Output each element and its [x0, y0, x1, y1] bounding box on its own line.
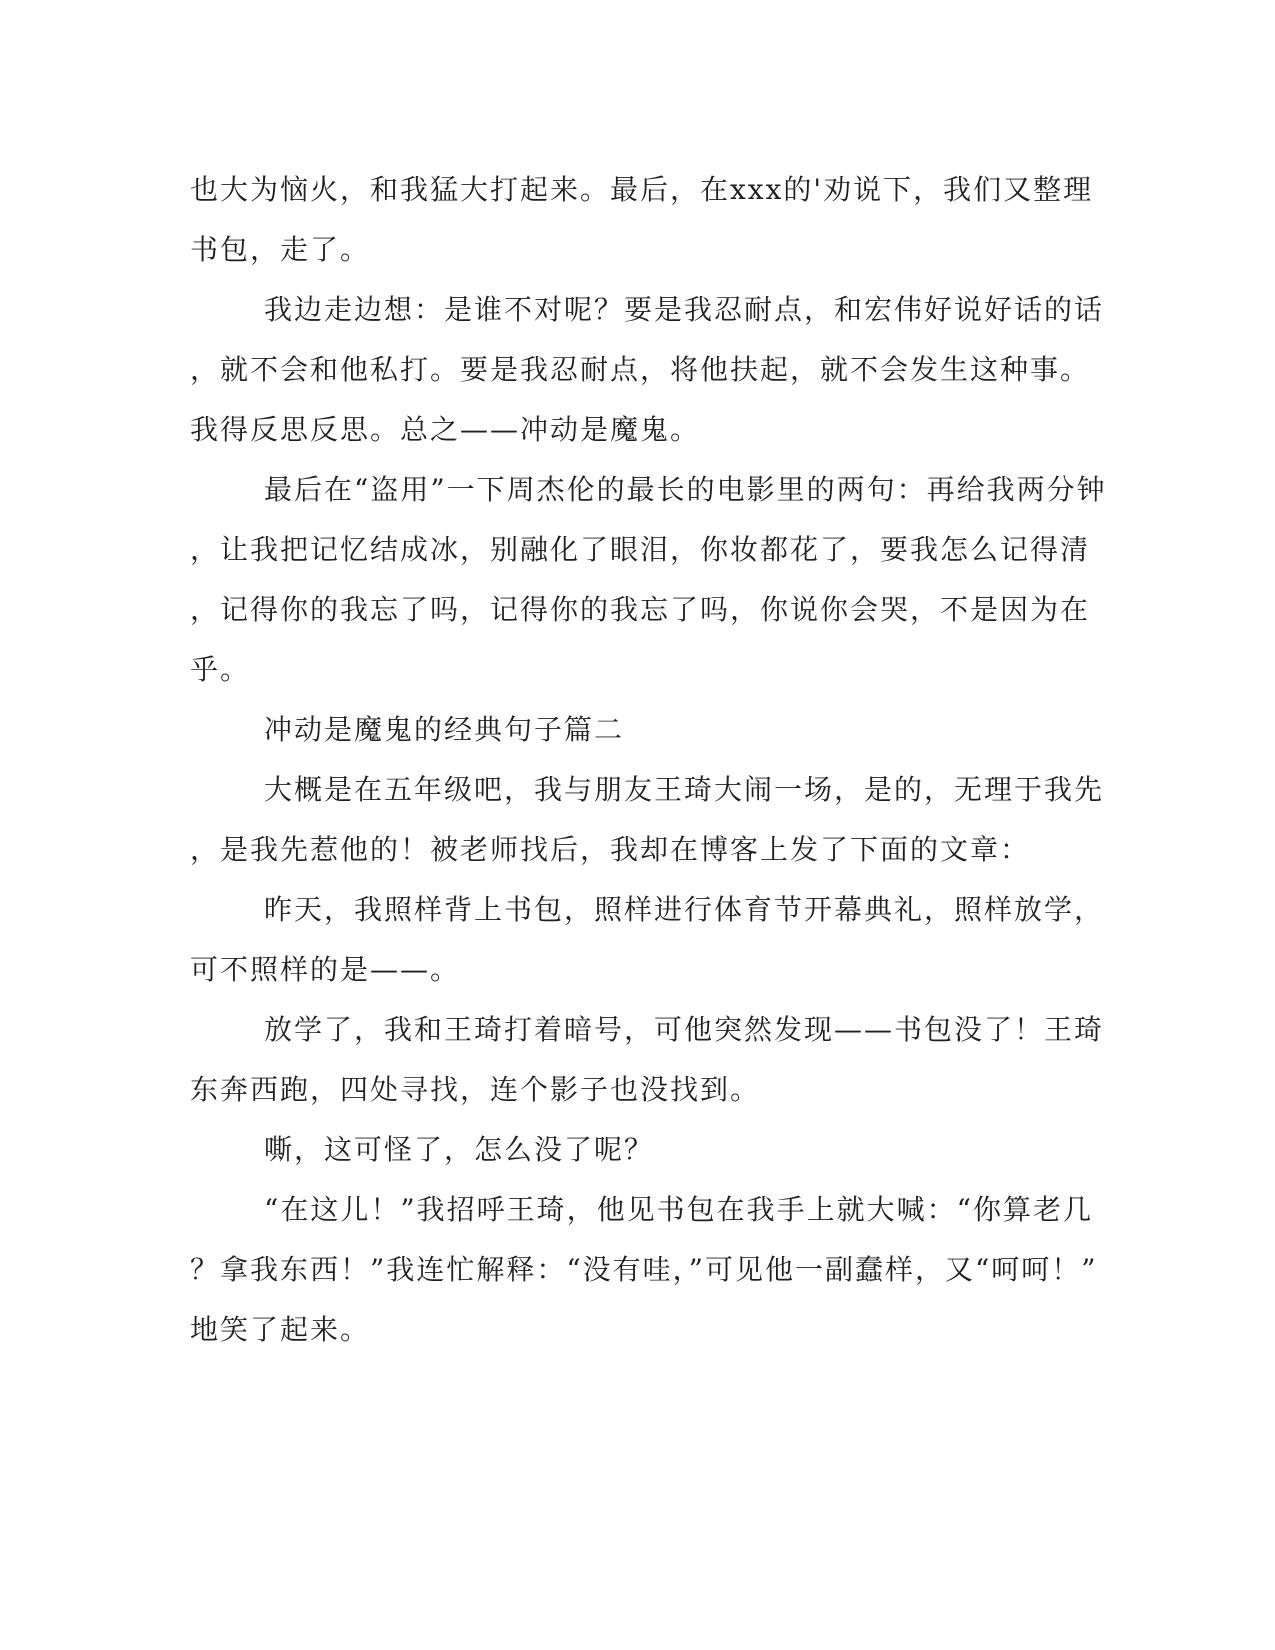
- paragraph-line: ？拿我东西！”我连忙解释：“没有哇，”可见他一副蠢样，又“呵呵！”: [190, 1253, 1098, 1286]
- paragraph-line: 我边走边想：是谁不对呢？要是我忍耐点，和宏伟好说好话的话: [264, 293, 1105, 326]
- paragraph-line: 我得反思反思。总之——冲动是魔鬼。: [190, 413, 701, 446]
- paragraph-line: 昨天，我照样背上书包，照样进行体育节开幕典礼，照样放学，: [264, 893, 1105, 926]
- paragraph-line: 最后在“盗用”一下周杰伦的最长的电影里的两句：再给我两分钟: [264, 473, 1107, 506]
- document-body: [190, 160, 1107, 1360]
- paragraph-line: 放学了，我和王琦打着暗号，可他突然发现——书包没了！王琦: [264, 1013, 1105, 1046]
- paragraph-line: ，就不会和他私打。要是我忍耐点，将他扶起，就不会发生这种事。: [190, 353, 1091, 386]
- paragraph-line: 书包，走了。: [190, 233, 371, 266]
- paragraph-line: 乎。: [190, 653, 251, 686]
- paragraph-line: 东奔西跑，四处寻找，连个影子也没找到。: [190, 1073, 761, 1106]
- paragraph-line: 也大为恼火，和我猛大打起来。最后，在xxx的'劝说下，我们又整理: [190, 173, 1094, 206]
- paragraph-line: 大概是在五年级吧，我与朋友王琦大闹一场，是的，无理于我先: [264, 773, 1105, 806]
- paragraph-line: 可不照样的是——。: [190, 953, 461, 986]
- paragraph-line: 地笑了起来。: [190, 1313, 371, 1346]
- paragraph-line: ，记得你的我忘了吗，记得你的我忘了吗，你说你会哭，不是因为在: [190, 593, 1091, 626]
- paragraph-line: “在这儿！”我招呼王琦，他见书包在我手上就大喊：“你算老几: [264, 1193, 1093, 1226]
- paragraph-line: 嘶，这可怪了，怎么没了呢？: [264, 1133, 655, 1166]
- paragraph-line: ，是我先惹他的！被老师找后，我却在博客上发了下面的文章：: [190, 833, 1031, 866]
- paragraph-line: ，让我把记忆结成冰，别融化了眼泪，你妆都花了，要我怎么记得清: [190, 533, 1091, 566]
- section-heading: 冲动是魔鬼的经典句子篇二: [264, 713, 625, 746]
